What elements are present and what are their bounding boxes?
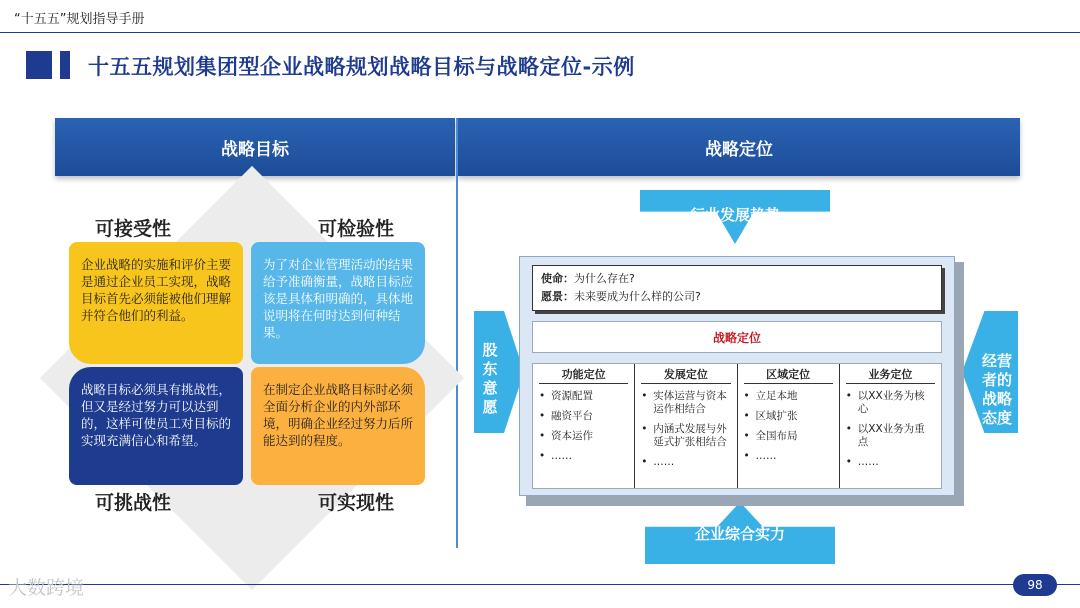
category-title: 功能定位	[539, 368, 628, 384]
label-acceptability: 可接受性	[95, 218, 172, 240]
document-title: “十五五”规划指导手册	[14, 12, 145, 27]
category-title: 业务定位	[846, 368, 935, 384]
positioning-title-bar: 战略定位	[532, 321, 942, 353]
category-title: 发展定位	[641, 368, 730, 384]
list-item: • ……	[744, 450, 833, 463]
acceptability-box: 企业战略的实施和评价主要是通过企业员工实现，战略目标首先必须能被他们理解并符合他们的利益。	[69, 242, 243, 364]
strategic-positioning-header: 战略定位	[458, 118, 1020, 176]
list-item: • ……	[641, 456, 730, 469]
strategic-goals-header: 战略目标	[55, 118, 455, 176]
mission-line	[541, 270, 933, 288]
label-achievability: 可实现性	[318, 492, 395, 514]
label-verifiability: 可检验性	[318, 218, 395, 240]
mission-text: 为什么存在?	[574, 272, 635, 285]
label-challenge: 可挑战性	[95, 492, 172, 514]
mission-vision-box	[532, 265, 942, 311]
list-item: • 区域扩张	[744, 410, 833, 423]
vision-text: 未来要成为什么样的公司?	[574, 290, 701, 303]
footer-divider	[0, 584, 1080, 585]
page-title: 十五五规划集团型企业战略规划战略目标与战略定位-示例	[88, 55, 635, 79]
title-decoration-small	[60, 51, 70, 79]
header-divider	[0, 32, 1080, 33]
list-item: • 以XX业务为核心	[846, 390, 935, 416]
industry-trend-label: 行业发展趋势	[689, 206, 780, 224]
list-item: • 内涵式发展与外延式扩张相结合	[641, 423, 730, 449]
list-item: • ……	[539, 450, 628, 463]
list-item: • 以XX业务为重点	[846, 423, 935, 449]
list-item: • 融资平台	[539, 410, 628, 423]
vision-label: 愿景：	[541, 290, 574, 303]
achievability-box: 在制定企业战略目标时必须全面分析企业的内外部环境，明确企业经过努力后所能达到的程度。	[251, 367, 425, 485]
list-item: • 全国布局	[744, 430, 833, 443]
challenge-box: 战略目标必须具有挑战性，但又是经过努力可以达到的，这样可使员工对目标的实现充满信心和希望。	[69, 367, 243, 485]
category-business	[839, 364, 941, 488]
operator-label: 经营者的战略态度	[981, 352, 1012, 427]
category-function	[533, 364, 634, 488]
page-number: 98	[1013, 574, 1057, 596]
title-decoration-large	[26, 51, 52, 79]
verifiability-box: 为了对企业管理活动的结果给予准确衡量，战略目标应该是具体和明确的，具体地说明将在何时达到何种结果。	[251, 242, 425, 364]
shareholder-label: 股东意愿	[482, 341, 498, 416]
category-title: 区域定位	[744, 368, 833, 384]
column-divider	[456, 118, 458, 548]
category-development	[634, 364, 736, 488]
list-item: • 实体运营与资本运作相结合	[641, 390, 730, 416]
positioning-categories	[532, 363, 942, 489]
list-item: • 资源配置	[539, 390, 628, 403]
vision-line	[541, 288, 933, 306]
category-region	[737, 364, 839, 488]
company-strength-label: 企业综合实力	[694, 525, 785, 543]
list-item: • 资本运作	[539, 430, 628, 443]
list-item: • ……	[846, 456, 935, 469]
list-item: • 立足本地	[744, 390, 833, 403]
watermark-logo: 大数跨境	[8, 577, 85, 599]
mission-label: 使命：	[541, 272, 574, 285]
